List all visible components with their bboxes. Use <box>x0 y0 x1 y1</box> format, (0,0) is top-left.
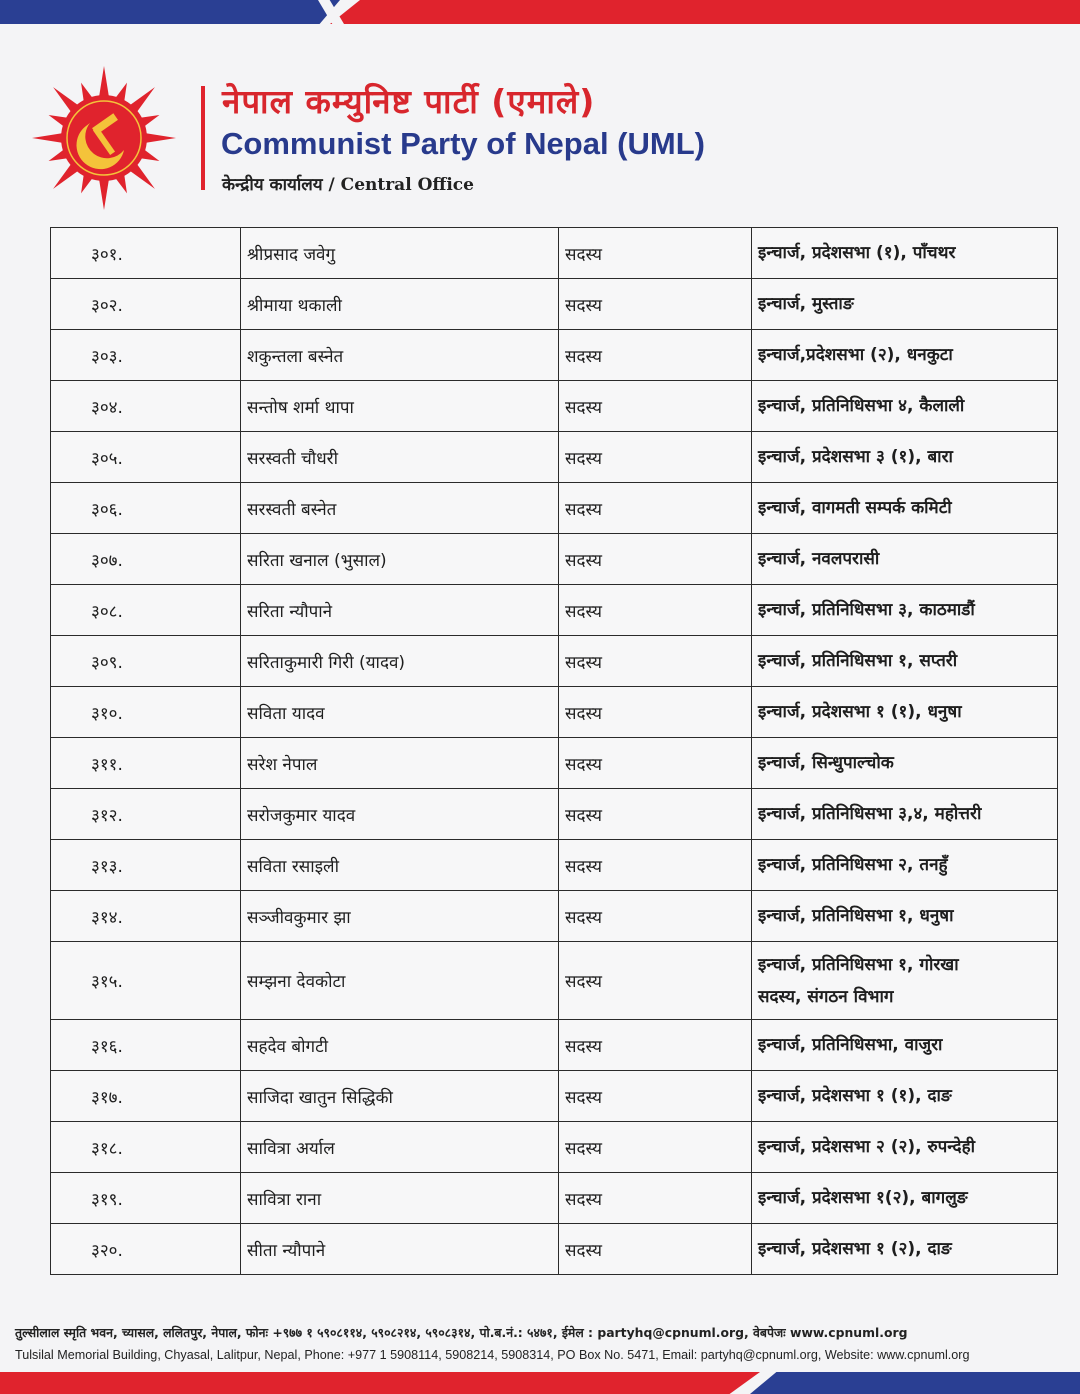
member-responsibility <box>752 942 1058 1020</box>
member-name: सरिता खनाल (भुसाल) <box>241 534 559 585</box>
row-number: ३१६. <box>51 1020 241 1071</box>
member-responsibility <box>752 1122 1058 1173</box>
office-label: केन्द्रीय कार्यालय / Central Office <box>222 175 474 195</box>
table-row <box>51 840 1058 891</box>
member-position: सदस्य <box>559 636 752 687</box>
row-number: ३१५. <box>51 942 241 1020</box>
member-responsibility <box>752 1071 1058 1122</box>
row-number: ३०४. <box>51 381 241 432</box>
member-position: सदस्य <box>559 228 752 279</box>
row-number: ३१८. <box>51 1122 241 1173</box>
member-name: श्रीमाया थकाली <box>241 279 559 330</box>
top-bar-blue <box>0 0 340 24</box>
member-responsibility <box>752 483 1058 534</box>
member-position: सदस्य <box>559 1173 752 1224</box>
member-responsibility <box>752 789 1058 840</box>
member-name: सीता न्यौपाने <box>241 1224 559 1275</box>
table-row <box>51 534 1058 585</box>
member-name: सविता रसाइली <box>241 840 559 891</box>
row-number: ३०५. <box>51 432 241 483</box>
responsibility-line: इन्चार्ज, प्रतिनिधिसभा १, सप्तरी <box>758 651 958 671</box>
member-position: सदस्य <box>559 840 752 891</box>
responsibility-line: इन्चार्ज,प्रदेशसभा (२), धनकुटा <box>758 345 953 365</box>
member-position: सदस्य <box>559 330 752 381</box>
responsibility-line: इन्चार्ज, प्रदेशसभा ३ (१), बारा <box>758 447 953 467</box>
table-row <box>51 381 1058 432</box>
member-position: सदस्य <box>559 942 752 1020</box>
responsibility-line: इन्चार्ज, मुस्ताङ <box>758 294 854 314</box>
row-number: ३१०. <box>51 687 241 738</box>
table-row <box>51 432 1058 483</box>
members-table <box>50 227 1058 1275</box>
row-number: ३१९. <box>51 1173 241 1224</box>
member-name: सरस्वती बस्नेत <box>241 483 559 534</box>
member-name: सञ्जीवकुमार झा <box>241 891 559 942</box>
member-position: सदस्य <box>559 432 752 483</box>
member-responsibility <box>752 636 1058 687</box>
member-position: सदस्य <box>559 381 752 432</box>
member-responsibility <box>752 228 1058 279</box>
member-position: सदस्य <box>559 738 752 789</box>
member-name: शकुन्तला बस्नेत <box>241 330 559 381</box>
hammer-sickle-sun-icon <box>26 66 182 210</box>
footer-address-nepali: तुल्सीलाल स्मृति भवन, च्यासल, ललितपुर, नेपाल, फोनः +९७७ १ ५९०८११४, ५९०८२१४, ५९०८३१४, पो.ब.नं.: ५४७१, ईमेल : partyhq@cpnuml.org, वेबपेजः www.cpnuml.org <box>15 1325 908 1340</box>
member-position: सदस्य <box>559 687 752 738</box>
row-number: ३०६. <box>51 483 241 534</box>
member-name: सरस्वती चौधरी <box>241 432 559 483</box>
member-responsibility <box>752 432 1058 483</box>
member-name: सन्तोष शर्मा थापा <box>241 381 559 432</box>
member-name: साजिदा खातुन सिद्धिकी <box>241 1071 559 1122</box>
responsibility-line: इन्चार्ज, प्रदेशसभा १ (१), दाङ <box>758 1086 952 1106</box>
table-row <box>51 330 1058 381</box>
member-position: सदस्य <box>559 483 752 534</box>
member-name: सरेश नेपाल <box>241 738 559 789</box>
table-row <box>51 942 1058 1020</box>
table-row <box>51 891 1058 942</box>
bottom-bar-red <box>0 1372 760 1394</box>
table-row <box>51 636 1058 687</box>
member-responsibility <box>752 330 1058 381</box>
party-title-nepali: नेपाल कम्युनिष्ट पार्टी (एमाले) <box>222 82 596 121</box>
row-number: ३१२. <box>51 789 241 840</box>
row-number: ३०३. <box>51 330 241 381</box>
responsibility-line: इन्चार्ज, प्रदेशसभा १ (१), धनुषा <box>758 702 962 722</box>
member-responsibility <box>752 738 1058 789</box>
responsibility-line: इन्चार्ज, प्रतिनिधिसभा १, धनुषा <box>758 906 954 926</box>
member-name: सहदेव बोगटी <box>241 1020 559 1071</box>
row-number: ३२०. <box>51 1224 241 1275</box>
member-position: सदस्य <box>559 1224 752 1275</box>
member-name: सविता यादव <box>241 687 559 738</box>
row-number: ३०९. <box>51 636 241 687</box>
table-row <box>51 789 1058 840</box>
member-name: सम्झना देवकोटा <box>241 942 559 1020</box>
table-row <box>51 585 1058 636</box>
member-position: सदस्य <box>559 1071 752 1122</box>
responsibility-line: इन्चार्ज, प्रतिनिधिसभा २, तनहुँ <box>758 855 948 875</box>
member-position: सदस्य <box>559 789 752 840</box>
member-responsibility <box>752 534 1058 585</box>
member-responsibility <box>752 585 1058 636</box>
member-responsibility <box>752 840 1058 891</box>
member-name: सावित्रा अर्याल <box>241 1122 559 1173</box>
responsibility-line: इन्चार्ज, प्रदेशसभा २ (२), रुपन्देही <box>758 1137 976 1157</box>
row-number: ३१३. <box>51 840 241 891</box>
table-row <box>51 738 1058 789</box>
table-row <box>51 1224 1058 1275</box>
table-row <box>51 1122 1058 1173</box>
header-divider <box>201 86 205 190</box>
row-number: ३०२. <box>51 279 241 330</box>
footer-address-english: Tulsilal Memorial Building, Chyasal, Lalitpur, Nepal, Phone: +977 1 5908114, 5908214, 5908314, PO Box No. 5471, Email: partyhq@cpnuml.org, Website: www.cpnuml.org <box>15 1348 970 1362</box>
bottom-bar-blue <box>750 1372 1080 1394</box>
table-row <box>51 279 1058 330</box>
member-position: सदस्य <box>559 585 752 636</box>
member-responsibility <box>752 1224 1058 1275</box>
row-number: ३०७. <box>51 534 241 585</box>
member-responsibility <box>752 381 1058 432</box>
responsibility-line: इन्चार्ज, प्रतिनिधिसभा १, गोरखा <box>758 954 959 975</box>
table-row <box>51 1071 1058 1122</box>
row-number: ३१७. <box>51 1071 241 1122</box>
responsibility-line: इन्चार्ज, प्रतिनिधिसभा, वाजुरा <box>758 1035 943 1055</box>
member-position: सदस्य <box>559 1122 752 1173</box>
member-position: सदस्य <box>559 534 752 585</box>
row-number: ३०१. <box>51 228 241 279</box>
responsibility-line: इन्चार्ज, प्रतिनिधिसभा ४, कैलाली <box>758 396 965 416</box>
member-position: सदस्य <box>559 1020 752 1071</box>
member-position: सदस्य <box>559 891 752 942</box>
row-number: ३०८. <box>51 585 241 636</box>
member-responsibility <box>752 687 1058 738</box>
table-row <box>51 1020 1058 1071</box>
member-name: श्रीप्रसाद जवेगु <box>241 228 559 279</box>
member-responsibility <box>752 279 1058 330</box>
responsibility-line: इन्चार्ज, प्रतिनिधिसभा ३, काठमाडौं <box>758 600 975 620</box>
responsibility-line: इन्चार्ज, नवलपरासी <box>758 549 880 569</box>
table-row <box>51 687 1058 738</box>
row-number: ३११. <box>51 738 241 789</box>
table-row <box>51 228 1058 279</box>
member-name: सावित्रा राना <box>241 1173 559 1224</box>
responsibility-line: इन्चार्ज, प्रदेशसभा (१), पाँचथर <box>758 243 956 263</box>
top-bar-red <box>330 0 1080 24</box>
member-position: सदस्य <box>559 279 752 330</box>
responsibility-line: सदस्य, संगठन विभाग <box>758 986 894 1007</box>
table-row <box>51 483 1058 534</box>
responsibility-line: इन्चार्ज, प्रदेशसभा १(२), बागलुङ <box>758 1188 968 1208</box>
table-row <box>51 1173 1058 1224</box>
member-responsibility <box>752 1020 1058 1071</box>
member-name: सरोजकुमार यादव <box>241 789 559 840</box>
member-responsibility <box>752 891 1058 942</box>
party-title-english: Communist Party of Nepal (UML) <box>221 126 705 161</box>
responsibility-line: इन्चार्ज, सिन्धुपाल्चोक <box>758 753 894 773</box>
responsibility-line: इन्चार्ज, वागमती सम्पर्क कमिटी <box>758 498 952 518</box>
member-name: सरिताकुमारी गिरी (यादव) <box>241 636 559 687</box>
member-responsibility <box>752 1173 1058 1224</box>
row-number: ३१४. <box>51 891 241 942</box>
responsibility-line: इन्चार्ज, प्रतिनिधिसभा ३,४, महोत्तरी <box>758 804 982 824</box>
member-name: सरिता न्यौपाने <box>241 585 559 636</box>
responsibility-line: इन्चार्ज, प्रदेशसभा १ (२), दाङ <box>758 1239 952 1259</box>
